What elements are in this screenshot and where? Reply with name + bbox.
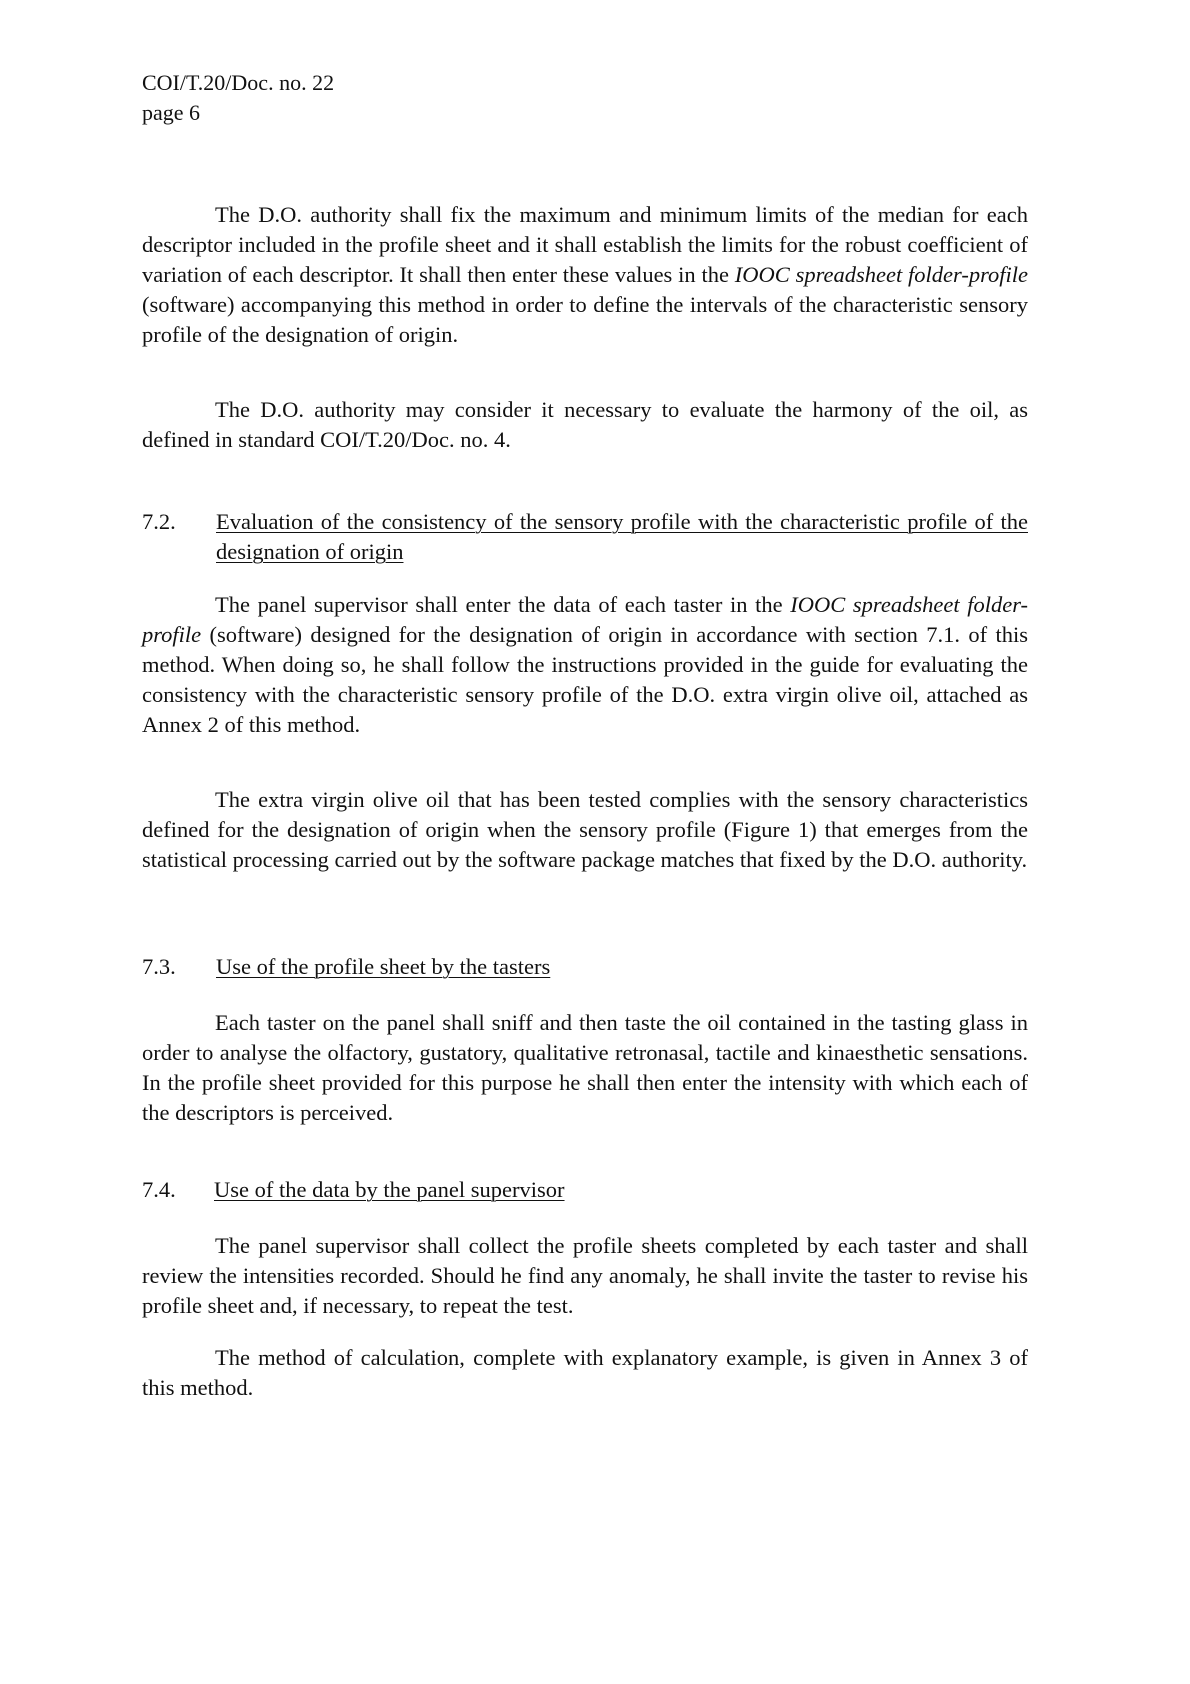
paragraph-text: (software) designed for the designation of origin in accordance with section 7.1. of this method. When doing so, he shall follow the instructions provided in the guide for evaluating the consistency with the characteristic sensory profile of the D.O. extra virgin olive oil, attached as Annex 2 of this method.	[142, 622, 1028, 737]
paragraph-text: The panel supervisor shall enter the data of each taster in the	[215, 592, 791, 617]
software-name: IOOC spreadsheet folder-profile	[142, 592, 1029, 647]
section-number: 7.3.	[142, 954, 176, 979]
paragraph-review-intensities: The panel supervisor shall collect the profile sheets completed by each taster and shall review the intensities recorded. Should he find any anomaly, he shall invite the taster to revise his profile sheet and, if necessary, to repeat the test.	[142, 1233, 1028, 1318]
paragraph-text: (software) accompanying this method in order to define the intervals of the characteristic sensory profile of the designation of origin.	[142, 292, 1028, 347]
paragraph-median-limits	[142, 200, 1028, 350]
paragraph-text: The D.O. authority shall fix the maximum and minimum limits of the median for each descriptor included in the profile sheet and it shall establish the limits for the robust coefficient of variation of each descriptor. It shall then enter these values in the	[142, 202, 1028, 287]
section-heading-7-3	[142, 952, 1028, 982]
paragraph-compliance: The extra virgin olive oil that has been tested complies with the sensory characteristics defined for the designation of origin when the sensory profile (Figure 1) that emerges from the statistical processing carried out by the software package matches that fixed by the D.O. authority.	[142, 787, 1028, 872]
section-heading-7-2	[142, 507, 1028, 567]
paragraph-taster-procedure: Each taster on the panel shall sniff and then taste the oil contained in the tasting glass in order to analyse the olfactory, gustatory, qualitative retronasal, tactile and kinaesthetic sensations. In the profile sheet provided for this purpose he shall then enter the intensity with which each of the descriptors is perceived.	[142, 1010, 1028, 1125]
software-name: IOOC spreadsheet folder-profile	[734, 262, 1028, 287]
section-title: Use of the data by the panel supervisor	[214, 1177, 565, 1202]
paragraph-harmony: The D.O. authority may consider it necessary to evaluate the harmony of the oil, as defined in standard COI/T.20/Doc. no. 4.	[142, 397, 1028, 452]
section-title: Use of the profile sheet by the tasters	[216, 954, 551, 979]
page-header	[142, 68, 334, 128]
page-number: page 6	[142, 100, 201, 125]
paragraph-panel-supervisor-data	[142, 590, 1028, 740]
document-reference: COI/T.20/Doc. no. 22	[142, 70, 335, 95]
section-heading-7-4	[142, 1175, 1028, 1205]
section-number: 7.4.	[142, 1177, 176, 1202]
section-title: Evaluation of the consistency of the sensory profile with the characteristic profile of the designation of origin	[216, 509, 1028, 564]
section-number: 7.2.	[142, 509, 176, 534]
paragraph-calculation-method: The method of calculation, complete with explanatory example, is given in Annex 3 of this method.	[142, 1345, 1028, 1400]
